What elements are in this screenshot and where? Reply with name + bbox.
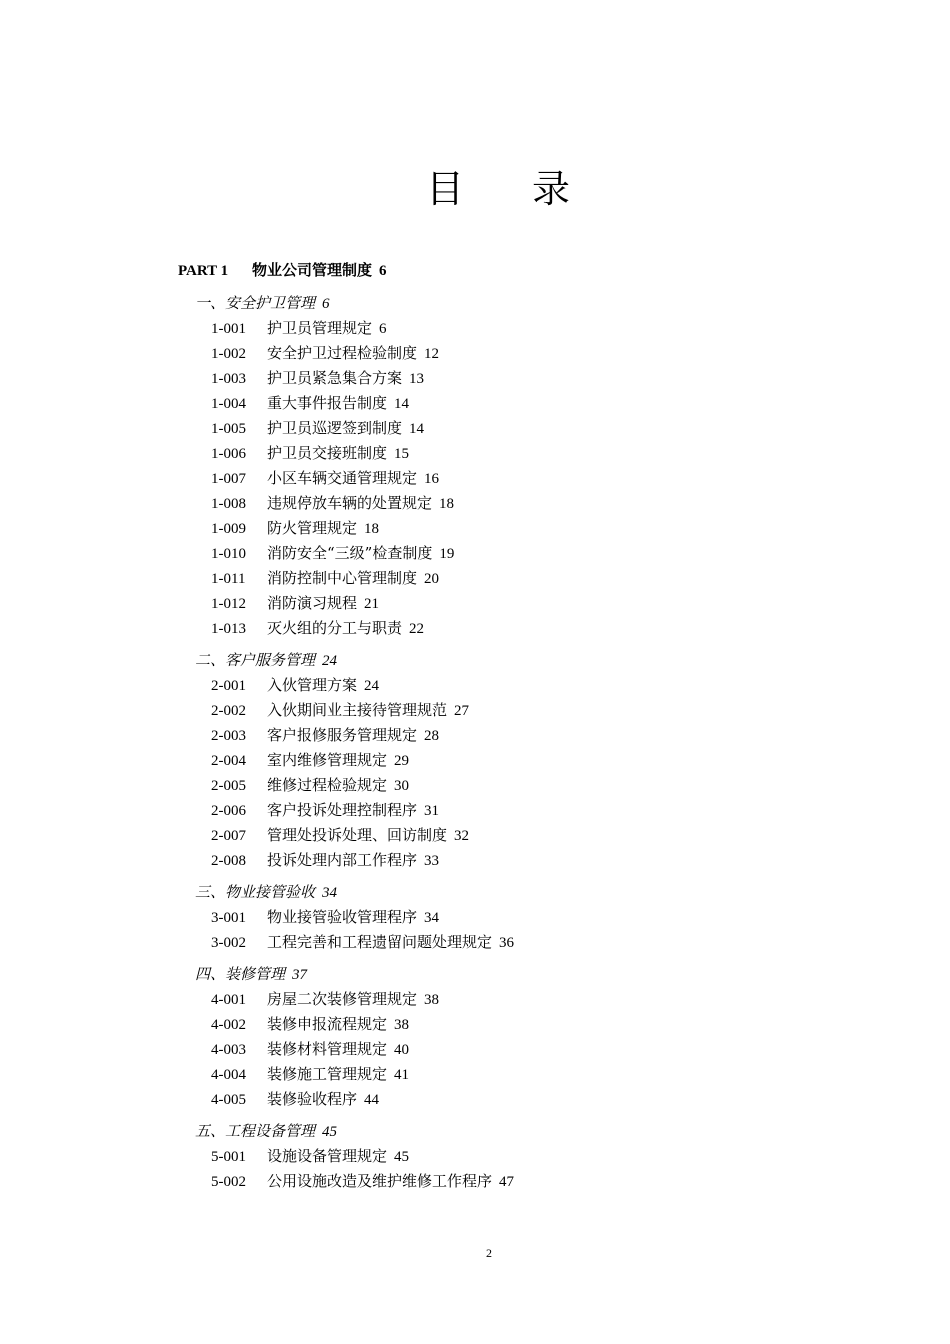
entry-page-number: 24 <box>364 678 380 694</box>
entry-code: 4-004 <box>211 1067 246 1083</box>
toc-entry[interactable] <box>178 516 878 541</box>
toc-section <box>178 879 878 955</box>
entry-code: 4-002 <box>211 1017 246 1033</box>
entry-name: 装修材料管理规定 <box>267 1040 388 1058</box>
section-heading-text: 一、安全护卫管理 <box>195 294 316 312</box>
entry-page-number: 38 <box>394 1017 410 1033</box>
entry-code: 1-007 <box>211 471 246 487</box>
entry-name: 物业接管验收管理程序 <box>267 908 418 926</box>
entry-code: 1-002 <box>211 346 246 362</box>
entry-page-number: 41 <box>394 1067 410 1083</box>
entry-code: 2-005 <box>211 778 246 794</box>
toc-entry[interactable] <box>178 341 878 366</box>
entry-page-number: 44 <box>364 1092 380 1108</box>
toc-entry[interactable] <box>178 823 878 848</box>
section-page-number: 6 <box>322 296 330 312</box>
entry-code: 4-001 <box>211 992 246 1008</box>
toc-entry[interactable] <box>178 541 878 566</box>
entry-code: 1-013 <box>211 621 246 637</box>
toc-entry[interactable] <box>178 491 878 516</box>
entry-name: 护卫员交接班制度 <box>267 444 388 462</box>
entry-name: 消防演习规程 <box>267 594 358 612</box>
toc-entry[interactable] <box>178 1087 878 1112</box>
entry-code: 1-004 <box>211 396 246 412</box>
entry-code: 1-010 <box>211 546 246 562</box>
entry-name: 入伙期间业主接待管理规范 <box>267 701 448 719</box>
entry-code: 2-006 <box>211 803 246 819</box>
toc-entry[interactable] <box>178 441 878 466</box>
entry-code: 1-001 <box>211 321 246 337</box>
entry-page-number: 18 <box>439 496 455 512</box>
section-page-number: 34 <box>322 885 338 901</box>
page-title: 目 录 <box>425 167 599 211</box>
entry-name: 重大事件报告制度 <box>267 394 388 412</box>
part-heading <box>178 258 878 284</box>
page-number-footer: 2 <box>486 1246 492 1260</box>
table-of-contents <box>178 258 878 1194</box>
entry-code: 1-008 <box>211 496 246 512</box>
section-page-number: 37 <box>292 967 308 983</box>
entry-code: 1-006 <box>211 446 246 462</box>
entry-name: 消防安全“三级”检查制度 <box>267 544 433 562</box>
entry-page-number: 31 <box>424 803 440 819</box>
toc-entry[interactable] <box>178 616 878 641</box>
section-heading <box>178 647 878 673</box>
entry-name: 灭火组的分工与职责 <box>267 619 403 637</box>
entry-code: 2-008 <box>211 853 246 869</box>
entry-code: 1-003 <box>211 371 246 387</box>
section-heading <box>178 961 878 987</box>
entry-page-number: 22 <box>409 621 425 637</box>
entry-code: 4-005 <box>211 1092 246 1108</box>
toc-section <box>178 961 878 1112</box>
entry-page-number: 47 <box>499 1174 515 1190</box>
part-name: 物业公司管理制度 <box>252 263 373 279</box>
toc-section <box>178 290 878 641</box>
entry-name: 工程完善和工程遗留问题处理规定 <box>267 933 493 951</box>
toc-entry[interactable] <box>178 1144 878 1169</box>
entry-page-number: 16 <box>424 471 440 487</box>
entry-page-number: 29 <box>394 753 410 769</box>
part-page: 6 <box>379 263 387 279</box>
entry-page-number: 13 <box>409 371 425 387</box>
entry-code: 5-002 <box>211 1174 246 1190</box>
entry-name: 公用设施改造及维护维修工作程序 <box>267 1172 493 1190</box>
section-heading <box>178 879 878 905</box>
entry-page-number: 28 <box>424 728 440 744</box>
entry-name: 装修验收程序 <box>267 1090 358 1108</box>
toc-entry[interactable] <box>178 1037 878 1062</box>
entry-name: 客户投诉处理控制程序 <box>267 801 418 819</box>
entry-page-number: 19 <box>439 546 455 562</box>
toc-entry[interactable] <box>178 748 878 773</box>
entry-code: 2-003 <box>211 728 246 744</box>
entry-code: 1-009 <box>211 521 246 537</box>
entry-page-number: 38 <box>424 992 440 1008</box>
toc-entry[interactable] <box>178 848 878 873</box>
section-heading-text: 四、装修管理 <box>195 965 286 983</box>
toc-entry[interactable] <box>178 673 878 698</box>
toc-entry[interactable] <box>178 987 878 1012</box>
entry-name: 违规停放车辆的处置规定 <box>267 494 433 512</box>
entry-name: 管理处投诉处理、回访制度 <box>267 826 448 844</box>
section-page-number: 45 <box>322 1124 338 1140</box>
entry-page-number: 21 <box>364 596 380 612</box>
section-heading <box>178 1118 878 1144</box>
toc-entry[interactable] <box>178 566 878 591</box>
entry-page-number: 40 <box>394 1042 410 1058</box>
toc-entry[interactable] <box>178 1062 878 1087</box>
entry-name: 设施设备管理规定 <box>267 1147 388 1165</box>
toc-entry[interactable] <box>178 1169 878 1194</box>
entry-page-number: 45 <box>394 1149 410 1165</box>
entry-name: 装修申报流程规定 <box>267 1015 388 1033</box>
entry-code: 2-004 <box>211 753 246 769</box>
entry-page-number: 18 <box>364 521 380 537</box>
entry-name: 室内维修管理规定 <box>267 751 388 769</box>
entry-name: 小区车辆交通管理规定 <box>267 469 418 487</box>
entry-name: 防火管理规定 <box>267 519 358 537</box>
entry-code: 3-001 <box>211 910 246 926</box>
part-number: PART 1 <box>178 263 229 279</box>
entry-code: 2-002 <box>211 703 246 719</box>
entry-name: 安全护卫过程检验制度 <box>267 344 418 362</box>
toc-entry[interactable] <box>178 723 878 748</box>
toc-entry[interactable] <box>178 366 878 391</box>
toc-entry[interactable] <box>178 798 878 823</box>
entry-name: 护卫员管理规定 <box>267 319 373 337</box>
entry-page-number: 14 <box>409 421 425 437</box>
entry-code: 2-001 <box>211 678 246 694</box>
entry-page-number: 6 <box>379 321 387 337</box>
entry-page-number: 27 <box>454 703 470 719</box>
toc-section <box>178 647 878 873</box>
section-heading-text: 二、客户服务管理 <box>195 651 316 669</box>
entry-name: 客户报修服务管理规定 <box>267 726 418 744</box>
entry-name: 入伙管理方案 <box>267 676 358 694</box>
toc-entry[interactable] <box>178 391 878 416</box>
toc-entry[interactable] <box>178 466 878 491</box>
entry-code: 4-003 <box>211 1042 246 1058</box>
entry-code: 5-001 <box>211 1149 246 1165</box>
toc-entry[interactable] <box>178 905 878 930</box>
entry-page-number: 30 <box>394 778 410 794</box>
entry-name: 护卫员巡逻签到制度 <box>267 419 403 437</box>
toc-entry[interactable] <box>178 773 878 798</box>
toc-entry[interactable] <box>178 698 878 723</box>
section-heading-text: 三、物业接管验收 <box>195 883 316 901</box>
toc-entry[interactable] <box>178 1012 878 1037</box>
section-heading <box>178 290 878 316</box>
entry-name: 装修施工管理规定 <box>267 1065 388 1083</box>
section-page-number: 24 <box>322 653 338 669</box>
entry-name: 房屋二次装修管理规定 <box>267 990 418 1008</box>
entry-page-number: 20 <box>424 571 440 587</box>
entry-page-number: 34 <box>424 910 440 926</box>
entry-code: 1-012 <box>211 596 246 612</box>
entry-page-number: 15 <box>394 446 410 462</box>
entry-code: 1-005 <box>211 421 246 437</box>
entry-code: 3-002 <box>211 935 246 951</box>
toc-sections <box>178 290 878 1194</box>
toc-entry[interactable] <box>178 316 878 341</box>
entry-page-number: 14 <box>394 396 410 412</box>
toc-section <box>178 1118 878 1194</box>
entry-code: 1-011 <box>211 571 246 587</box>
entry-name: 维修过程检验规定 <box>267 776 388 794</box>
section-heading-text: 五、工程设备管理 <box>195 1122 316 1140</box>
entry-page-number: 12 <box>424 346 440 362</box>
entry-page-number: 36 <box>499 935 515 951</box>
entry-page-number: 32 <box>454 828 470 844</box>
toc-entry[interactable] <box>178 930 878 955</box>
entry-code: 2-007 <box>211 828 246 844</box>
entry-name: 护卫员紧急集合方案 <box>267 369 403 387</box>
entry-name: 消防控制中心管理制度 <box>267 569 418 587</box>
entry-name: 投诉处理内部工作程序 <box>267 851 418 869</box>
toc-entry[interactable] <box>178 416 878 441</box>
toc-entry[interactable] <box>178 591 878 616</box>
entry-page-number: 33 <box>424 853 440 869</box>
